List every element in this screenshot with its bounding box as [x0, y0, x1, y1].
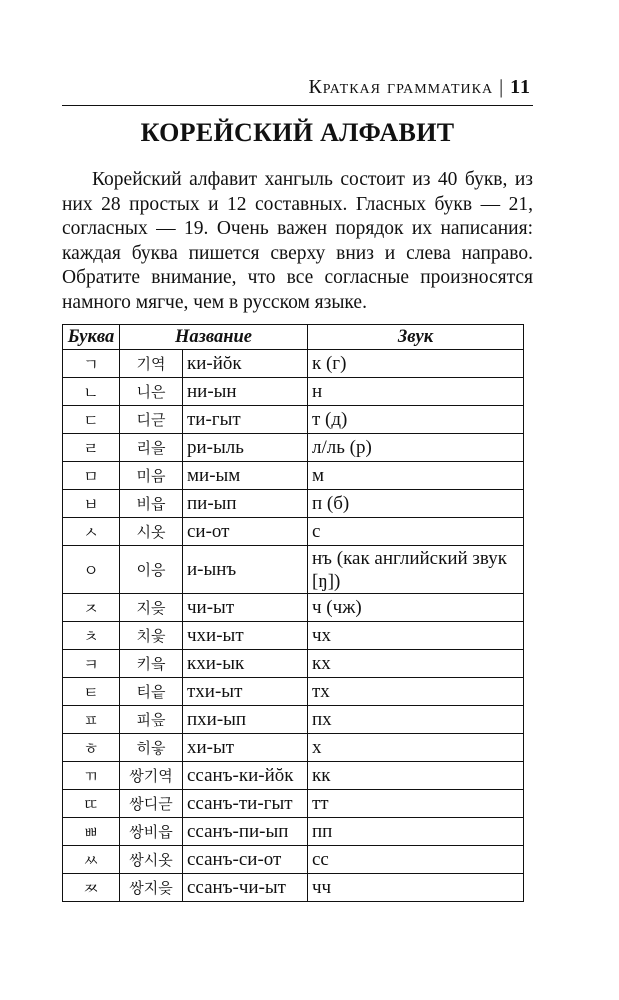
intro-paragraph [62, 168, 533, 316]
russian-name-cell: тхи-ыт [183, 678, 308, 706]
korean-name-cell: 이응 [120, 546, 183, 594]
russian-name-cell: ри-ыль [183, 434, 308, 462]
letter-cell: ㅇ [63, 546, 120, 594]
letter-cell: ㄱ [63, 350, 120, 378]
korean-name-cell: 지읒 [120, 594, 183, 622]
russian-name-cell: пхи-ып [183, 706, 308, 734]
russian-name-cell: ссанъ-чи-ыт [183, 874, 308, 902]
sound-cell: кк [308, 762, 524, 790]
table-row [63, 406, 524, 434]
korean-name-cell: 미음 [120, 462, 183, 490]
letter-cell: ㅎ [63, 734, 120, 762]
sound-cell: тх [308, 678, 524, 706]
table-row [63, 818, 524, 846]
letter-cell: ㅊ [63, 622, 120, 650]
sound-cell: н [308, 378, 524, 406]
sound-cell: сс [308, 846, 524, 874]
letter-cell: ㅆ [63, 846, 120, 874]
table-row [63, 378, 524, 406]
korean-name-cell: 키읔 [120, 650, 183, 678]
letter-cell: ㅌ [63, 678, 120, 706]
korean-name-cell: 쌍시옷 [120, 846, 183, 874]
alphabet-table [62, 324, 524, 902]
russian-name-cell: ки-йŏк [183, 350, 308, 378]
russian-name-cell: чи-ыт [183, 594, 308, 622]
table-header-row [63, 325, 524, 350]
korean-name-cell: 피읖 [120, 706, 183, 734]
table-row [63, 790, 524, 818]
sound-cell: чч [308, 874, 524, 902]
russian-name-cell: си-от [183, 518, 308, 546]
intro-text: Корейский алфавит хангыль состоит из 40 букв, из них 28 простых и 12 составных. Гласных букв — 21, согласных — 19. Очень важен порядок их написания: каждая буква пишется сверху вниз и слева направо. Обратите внимание, что все согласные произносятся намного мягче, чем в русском языке. [62, 169, 533, 313]
table-row [63, 518, 524, 546]
letter-cell: ㄸ [63, 790, 120, 818]
header-letter: Буква [63, 325, 120, 350]
korean-name-cell: 기역 [120, 350, 183, 378]
korean-name-cell: 니은 [120, 378, 183, 406]
korean-name-cell: 시옷 [120, 518, 183, 546]
table-row [63, 462, 524, 490]
sound-cell: тт [308, 790, 524, 818]
korean-name-cell: 티읕 [120, 678, 183, 706]
letter-cell: ㅈ [63, 594, 120, 622]
russian-name-cell: ссанъ-ки-йŏк [183, 762, 308, 790]
russian-name-cell: ми-ым [183, 462, 308, 490]
letter-cell: ㄹ [63, 434, 120, 462]
running-head [62, 76, 531, 102]
table-row [63, 594, 524, 622]
sound-cell: п (б) [308, 490, 524, 518]
letter-cell: ㅃ [63, 818, 120, 846]
sound-cell: с [308, 518, 524, 546]
korean-name-cell: 리을 [120, 434, 183, 462]
table-row [63, 546, 524, 594]
korean-name-cell: 쌍지읒 [120, 874, 183, 902]
table-row [63, 734, 524, 762]
sound-cell: м [308, 462, 524, 490]
table-row [63, 622, 524, 650]
table-body [63, 350, 524, 902]
page-number: 11 [510, 76, 531, 98]
russian-name-cell: хи-ыт [183, 734, 308, 762]
sound-cell: пп [308, 818, 524, 846]
letter-cell: ㅁ [63, 462, 120, 490]
korean-name-cell: 쌍비읍 [120, 818, 183, 846]
sound-cell: л/ль (р) [308, 434, 524, 462]
table-row [63, 434, 524, 462]
sound-cell: нъ (как английский звук [ŋ]) [308, 546, 524, 594]
sound-cell: чх [308, 622, 524, 650]
header-name: Название [120, 325, 308, 350]
korean-name-cell: 쌍디귿 [120, 790, 183, 818]
running-head-separator: | [499, 76, 505, 98]
table-row [63, 490, 524, 518]
sound-cell: пх [308, 706, 524, 734]
table-row [63, 874, 524, 902]
sound-cell: т (д) [308, 406, 524, 434]
sound-cell: к (г) [308, 350, 524, 378]
russian-name-cell: кхи-ык [183, 650, 308, 678]
sound-cell: х [308, 734, 524, 762]
letter-cell: ㅉ [63, 874, 120, 902]
sound-cell: ч (чж) [308, 594, 524, 622]
table-row [63, 762, 524, 790]
korean-name-cell: 디귿 [120, 406, 183, 434]
letter-cell: ㅅ [63, 518, 120, 546]
table-row [63, 650, 524, 678]
letter-cell: ㅂ [63, 490, 120, 518]
russian-name-cell: ссанъ-ти-гыт [183, 790, 308, 818]
letter-cell: ㅍ [63, 706, 120, 734]
letter-cell: ㄲ [63, 762, 120, 790]
header-sound: Звук [308, 325, 524, 350]
table-row [63, 706, 524, 734]
korean-name-cell: 쌍기역 [120, 762, 183, 790]
russian-name-cell: ни-ын [183, 378, 308, 406]
header-rule [62, 105, 533, 106]
letter-cell: ㄷ [63, 406, 120, 434]
letter-cell: ㅋ [63, 650, 120, 678]
russian-name-cell: ссанъ-пи-ып [183, 818, 308, 846]
russian-name-cell: ти-гыт [183, 406, 308, 434]
russian-name-cell: ссанъ-си-от [183, 846, 308, 874]
table-row [63, 678, 524, 706]
table-row [63, 350, 524, 378]
korean-name-cell: 치읓 [120, 622, 183, 650]
korean-name-cell: 히읗 [120, 734, 183, 762]
letter-cell: ㄴ [63, 378, 120, 406]
running-head-section: Краткая грамматика [308, 76, 494, 98]
sound-cell: кх [308, 650, 524, 678]
russian-name-cell: пи-ып [183, 490, 308, 518]
russian-name-cell: чхи-ыт [183, 622, 308, 650]
table-row [63, 846, 524, 874]
russian-name-cell: и-ынъ [183, 546, 308, 594]
korean-name-cell: 비읍 [120, 490, 183, 518]
page-title: КОРЕЙСКИЙ АЛФАВИТ [140, 118, 455, 147]
